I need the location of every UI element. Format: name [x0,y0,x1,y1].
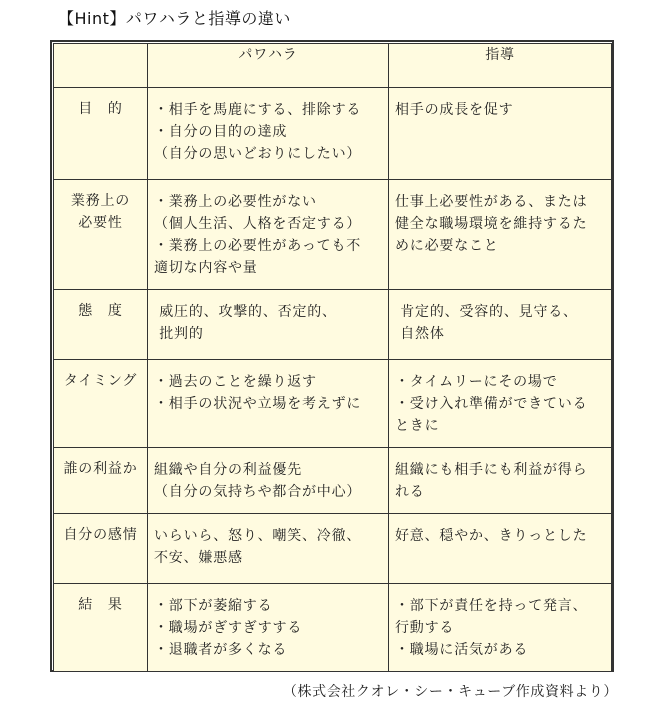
pawahara-cell-line: ・過去のことを繰り返す [154,374,317,390]
pawahara-cell-line: いらいら、怒り、嘲笑、冷徹、 [154,528,362,544]
pawahara-cell [148,88,389,180]
table-row [54,360,612,448]
row-label-line: 誰の利益か [63,461,138,477]
header-cell-pawahara: パワハラ [148,44,389,88]
shido-cell [389,448,612,514]
shido-cell-line: 好意、穏やか、きりっとした [395,528,588,544]
row-label [54,448,148,514]
table-header-row [54,44,612,88]
shido-cell [389,180,612,290]
table-row [54,180,612,290]
row-label-line: 態 度 [78,303,123,319]
pawahara-cell [148,180,389,290]
shido-cell-line: ・受け入れ準備ができている [395,396,588,412]
pawahara-cell-line: ・職場がぎすぎすする [154,620,303,636]
pawahara-cell-line: 批判的 [154,326,204,342]
pawahara-cell-line: 適切な内容や量 [154,260,258,276]
row-label [54,584,148,672]
row-label [54,180,148,290]
pawahara-cell-line: ・相手の状況や立場を考えずに [154,396,362,412]
shido-cell [389,88,612,180]
shido-cell-line: 行動する [395,620,455,636]
comparison-table [53,43,612,672]
shido-cell-line: れる [395,484,425,500]
pawahara-cell-line: 不安、嫌悪感 [154,550,243,566]
shido-cell [389,584,612,672]
pawahara-cell-line: ・業務上の必要性があっても不 [154,238,362,254]
table-row [54,448,612,514]
shido-cell-line: ・職場に活気がある [395,642,529,658]
row-label-line: 自分の感情 [63,527,138,543]
pawahara-cell-line: ・部下が萎縮する [154,598,273,614]
pawahara-cell-line: （自分の気持ちや都合が中心） [154,484,362,500]
pawahara-cell-line: ・業務上の必要性がない [154,194,317,210]
shido-cell-line: 肯定的、受容的、見守る、 [395,304,578,320]
pawahara-cell-line: 組織や自分の利益優先 [154,462,302,478]
table-row [54,88,612,180]
shido-cell-line: めに必要なこと [395,238,499,254]
pawahara-cell [148,290,389,360]
pawahara-cell-line: ・自分の目的の達成 [154,124,288,140]
pawahara-cell-line: ・相手を馬鹿にする、排除する [154,102,362,118]
row-label [54,88,148,180]
row-label [54,360,148,448]
shido-cell-line: ・部下が責任を持って発言、 [395,598,588,614]
row-label-line: タイミング [63,373,138,389]
shido-cell-line: ・タイムリーにその場で [395,374,558,390]
header-cell-shido: 指導 [389,44,612,88]
pawahara-cell [148,448,389,514]
pawahara-cell-line: （個人生活、人格を否定する） [154,216,362,232]
row-label [54,514,148,584]
pawahara-cell-line: （自分の思いどおりにしたい） [154,146,362,162]
table-row [54,290,612,360]
shido-cell [389,290,612,360]
row-label [54,290,148,360]
shido-cell [389,360,612,448]
source-note: （株式会社クオレ・シー・キューブ作成資料より） [282,684,618,700]
pawahara-cell [148,514,389,584]
shido-cell-line: 組織にも相手にも利益が得ら [395,462,588,478]
shido-cell-line: ときに [395,418,440,434]
table-row [54,514,612,584]
row-label-line: 目 的 [78,101,123,117]
shido-cell-line: 仕事上必要性がある、または [395,194,588,210]
header-cell-blank [54,44,148,88]
pawahara-cell-line: 威圧的、攻撃的、否定的、 [154,304,337,320]
page-title: 【Hint】パワハラと指導の違い [58,9,291,28]
pawahara-cell [148,360,389,448]
shido-cell [389,514,612,584]
pawahara-cell [148,584,389,672]
row-label-line: 業務上の [70,193,131,209]
table-row [54,584,612,672]
pawahara-cell-line: ・退職者が多くなる [154,642,288,658]
shido-cell-line: 相手の成長を促す [395,102,514,118]
shido-cell-line: 自然体 [395,326,445,342]
row-label-line: 結 果 [78,597,123,613]
row-label-line: 必要性 [78,215,123,231]
shido-cell-line: 健全な職場環境を維持するた [395,216,588,232]
